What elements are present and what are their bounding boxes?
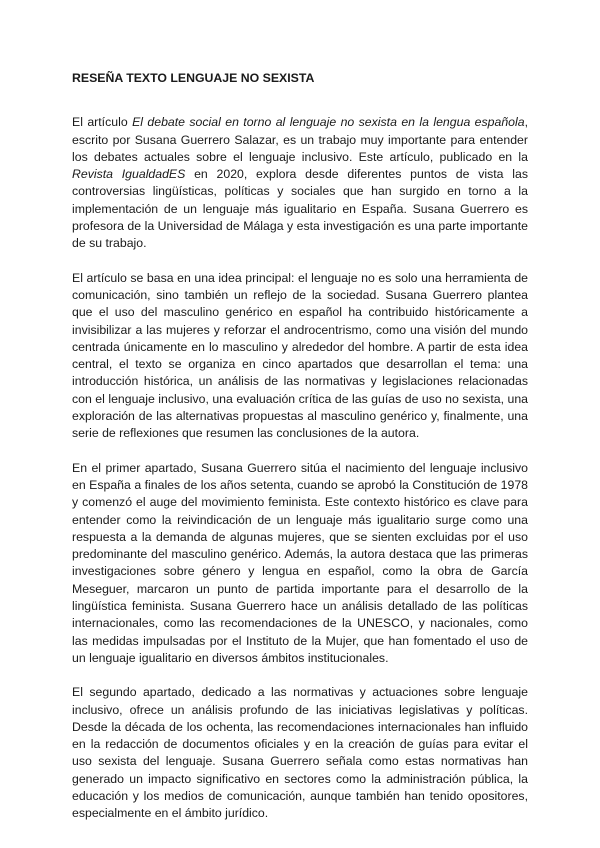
paragraph-3: En el primer apartado, Susana Guerrero sitúa el nacimiento del lenguaje inclusivo en España a finales de los años setenta, cuando se aprobó la Constitución de 1978 y comenzó el auge del movimiento feminista. Este contexto histórico es clave para entender como la reivindicación de un lenguaje más igualitario surge como una respuesta a la demanda de algunas mujeres, que se sienten excluidas por el uso predominante del masculino genérico. Además, la autora destaca que las primeras investigaciones sobre género y lengua en español, como la obra de García Meseguer, marcaron un punto de partida importante para el desarrollo de la lingüística feminista. Susana Guerrero hace un análisis detallado de las políticas internacionales, como las recomendaciones de la UNESCO, y nacionales, como las medidas impulsadas por el Instituto de la Mujer, que han fomentado el uso de un lenguaje igualitario en diversos ámbitos institucionales.	[72, 460, 528, 665]
paragraph-1	[72, 114, 528, 252]
paragraph-2: El artículo se basa en una idea principal: el lenguaje no es solo una herramienta de comunicación, sino también un reflejo de la sociedad. Susana Guerrero plantea que el uso del masculino genérico en español ha contribuido históricamente a invisibilizar a las mujeres y reforzar el androcentrismo, como una visión del mundo centrada únicamente en lo masculino y alrededor del hombre. A partir de esta idea central, el texto se organiza en cinco apartados que desarrollan el tema: una introducción histórica, un análisis de las normativas y legislaciones relacionadas con el lenguaje inclusivo, una evaluación crítica de las guías de uso no sexista, una exploración de las alternativas propuestas al masculino genérico y, finalmente, una serie de reflexiones que resumen las conclusiones de la autora.	[72, 270, 528, 441]
paragraph-1-text-a: El artículo	[72, 115, 133, 130]
paragraph-1-text-e: en 2020, explora desde diferentes puntos de vista las controversias lingüísticas, políticas y sociales que han surgido en torno a la implementación de un lenguaje más igualitario en España. Susana Guerrero es profesora de la Universidad de Málaga y esta investigación es una parte importante de su trabajo.	[72, 167, 528, 251]
journal-name: Revista IgualdadES	[72, 167, 186, 182]
document-page	[72, 70, 528, 840]
article-title: El debate social en torno al lenguaje no sexista en la lengua española	[132, 115, 525, 130]
document-title: RESEÑA TEXTO LENGUAJE NO SEXISTA	[72, 71, 315, 85]
paragraph-1-text-c: , escrito por Susana Guerrero Salazar, es un trabajo muy importante para entender los debates actuales sobre el lenguaje inclusivo. Este artículo, publicado en la	[72, 115, 529, 164]
paragraph-4: El segundo apartado, dedicado a las normativas y actuaciones sobre lenguaje inclusivo, ofrece un análisis profundo de las iniciativas legislativas y políticas. Desde la década de los ochenta, las recomendaciones internacionales han influido en la redacción de documentos oficiales y en la creación de guías para evitar el uso sexista del lenguaje. Susana Guerrero señala como estas normativas han generado un impacto significativo en sectores como la administración pública, la educación y los medios de comunicación, aunque también han tenido opositores, especialmente en el ámbito jurídico.	[72, 685, 528, 821]
